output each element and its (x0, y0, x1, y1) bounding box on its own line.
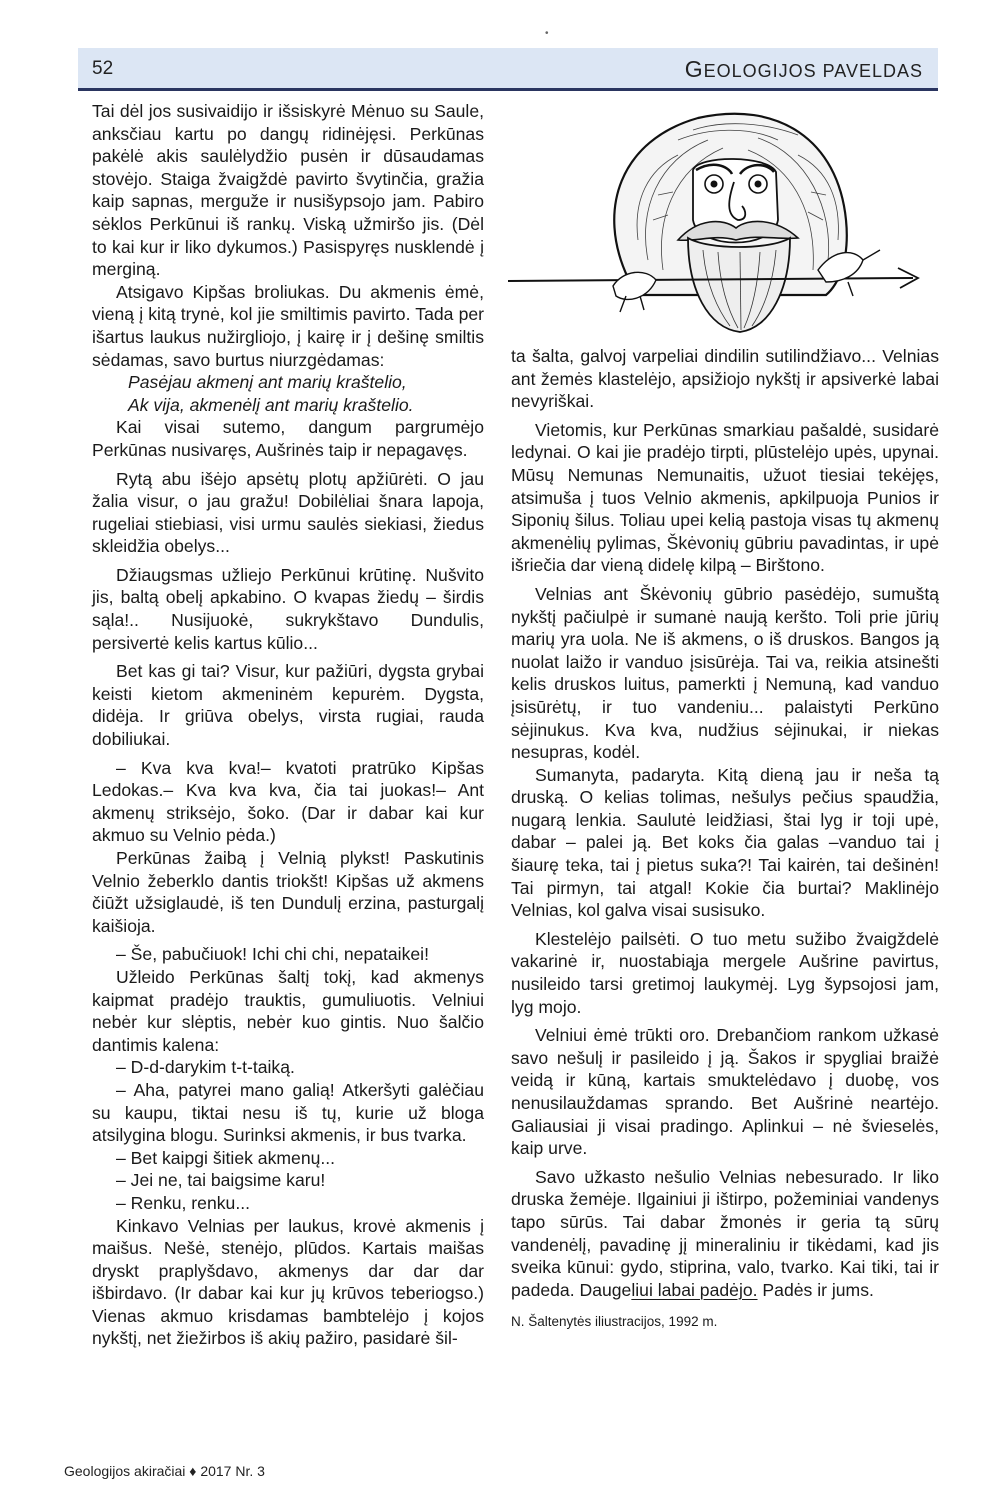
paragraph: Sumanyta, padaryta. Kitą dieną jau ir neša tą druską. O kelias tolimas, nešulys pečius spaudžia, nugarą lenkia. Saulutė leidžiasi, štai lyg ir toji upė, dabar – palei ją. Bet koks čia galas –vanduo tai į šiaurę teka, tai į pietus suka?! Tai kairėn, tai dešinėn! Tai pirmyn, tai atgal! Kokie čia burtai? Maklinėjo Velnias, kol galva visai susisuko. (511, 764, 939, 921)
section-title-initial: G (684, 56, 704, 82)
section-title (685, 56, 923, 83)
scan-mark: • (545, 28, 549, 39)
paragraph: – D-d-darykim t-t-taiką. (116, 1057, 295, 1078)
paragraph: Kinkavo Velnias per laukus, krovė akmenis į maišus. Nešė, stenėjo, plūdos. Kartais maišas dryskt praplyšdavo, akmenys dar dar dar išbirdavo. (Ir dabar kai kur jų krūvos teberiogso.) Vienas akmuo krisdamas bambtelėjo į kojos nykštį, net žiežirbos iš akių pažiro, pasidarė šil- (92, 1215, 484, 1349)
text-column-right (511, 345, 939, 1334)
section-title-rest: EOLOGIJOS PAVELDAS (703, 61, 923, 81)
paragraph: – Aha, patyrei mano galią! Atkeršyti galėčiau su kaupu, tiktai nesu iš tų, kurie už bloga atsilygina blogu. Surinksi akmenis, ir bus tvarka. (92, 1079, 484, 1146)
poem-line: Pasėjau akmenį ant marių kraštelio, (128, 372, 407, 393)
paragraph: Bet kas gi tai? Visur, kur pažiūri, dygsta grybai keisti kietom akmeninėm kepurėm. Dygsta, didėja. Ir griūva obelys, virsta rugiai, rauda dobiliukai. (92, 661, 484, 750)
paragraph: Velniui ėmė trūkti oro. Drebančiom rankom užkasė savo nešulį ir pasileido į ją. Šakos ir spygliai braižė veidą ir kūną, kartais smuktelėdavo į duobę, vos nenusilauždamas sprando. Bet Aušrinė neartėjo. Galiausiai ji visai pradingo. Aplinkui – nė švieselės, kaip urve. (511, 1025, 939, 1159)
paragraph-text: Savo užkasto nešulio Velnias nebesurado. Ir liko druska žemėje. Ilgainiui ji ištirpo, požeminiai vandenys tapo sūrūs. Tai dabar žmonės ir geria tą sūrų vandenėlį, pavadinę jį mineraliniu ir tikėdami, kad jis sveika kūnui: gydo, stiprina, valo, tvarko. Kai tiki, tai ir padeda. Dauge (511, 1166, 939, 1300)
paragraph: – Kva kva kva!– kvatoti pratrūko Kipšas Ledokas.– Kva kva kva, čia tai juokas!– Ant akmenų striksėjo, šoko. (Dar ir dabar kai kur akmuo su Velnio pėda.) (92, 757, 484, 846)
paragraph: Atsigavo Kipšas broliukas. Du akmenis ėmė, vieną į kitą trynė, kol jie smiltimis pavirto. Tada per išartus laukus nužirgliojo, į kairę ir į dešinę smiltis sėdamas, savo burtus niurzgėdamas: (92, 281, 484, 370)
paragraph: – Bet kaipgi šitiek akmenų... (116, 1147, 336, 1168)
paragraph: – Renku, renku... (116, 1192, 250, 1213)
paragraph: Rytą abu išėjo apsėtų plotų apžiūrėti. O jau žalia visur, o jau gražu! Dobilėliai šnara lapoja, rugeliai stiebiasi, visi urmu saulės siekiasi, žiedus skleidžia obelys... (92, 468, 484, 557)
illustration-credit: N. Šaltenytės iliustracijos, 1992 m. (511, 1314, 718, 1330)
paragraph (511, 1166, 939, 1302)
text-column-left (92, 100, 484, 1350)
paragraph: Džiaugsmas užliejo Perkūnui krūtinę. Nušvito jis, baltą obelį apkabino. O kvapas žiedų – širdis sąla!.. Nusijuokė, sukrykštavo Dundulis, persivertė kelis kartus kūlio... (92, 564, 484, 653)
paragraph-end: Padės ir jums. (757, 1279, 874, 1300)
paragraph: ta šalta, galvoj varpeliai dindilin sutilindžiavo... Velnias ant žemės klastelėjo, apsižiojo nykštį ir apsiverkė labai nevyriškai. (511, 346, 939, 412)
underlined-text: liui labai padėjo. (631, 1279, 758, 1300)
paragraph: Kai visai sutemo, dangum pargrumėjo Perkūnas nusivaręs, Aušrinės taip ir nepagavęs. (92, 417, 484, 460)
paragraph: Perkūnas žaibą į Velnią plykst! Paskutinis Velnio žeberklo dantis triokšt! Kipšas už akmens čiūžt užsiglaudė, iš ten Dundulį erzina, pasturgalį kaišioja. (92, 848, 484, 936)
paragraph: Užleido Perkūnas šaltį tokį, kad akmenys kaipmat pradėjo trauktis, gumuliuotis. Velniui nebėr kur slėptis, nebėr kuo gintis. Nuo šalčio dantimis kalena: (92, 966, 484, 1055)
paragraph: – Še, pabučiuok! Ichi chi chi, nepataikei! (116, 944, 429, 965)
paragraph: Tai dėl jos susivaidijo ir išsiskyrė Mėnuo su Saule, anksčiau kartu po dangų ridinėjęsi. Perkūnas pakėlė akis saulėlydžio pusėn ir dūsaudamas stovėjo. Staiga žvaigždė pavirto švytinčia, gražia kaip sapnas, merguže ir nusišypsojo jam. Pabiro sėklos Perkūnui iš rankų. Viską užmiršo jis. (Dėl to kai kur ir liko dykumos.) Pasispyręs nusklendė į merginą. (92, 101, 484, 280)
header-rule (78, 88, 938, 91)
paragraph: Velnias ant Škėvonių gūbrio pasėdėjo, sumuštą nykštį pačiulpė ir sumanė naują keršto. Toli prie jūrių marių yra uola. Ne iš akmens, o iš druskos. Bangos ją nuolat laižo ir vanduo įsisūrėja. Tai va, reikia atsinešti kelis druskos luitus, pamerkti į Nemuną, kad vanduo įsisūrėtų, ir tuo vandeniu... palaistyti Perkūno sėjinukus. Kva kva, nudžius sėjinukai, ir niekas nesupras, kodėl. (511, 583, 939, 763)
paragraph: Klestelėjo pailsėti. O tuo metu sužibo žvaigždelė vakarinė ir, nuostabiąja mergele Aušrine pavirtus, nusileido tarsi gretimoj laukymėj. Lyg šypsojosi jam, lyg mojo. (511, 928, 939, 1017)
page-number: 52 (92, 58, 114, 79)
footer-journal: Geologijos akiračiai ♦ 2017 Nr. 3 (64, 1463, 265, 1479)
paragraph: – Jei ne, tai baigsime karu! (116, 1170, 326, 1191)
poem-line: Ak vija, akmenėlį ant marių kraštelio. (128, 394, 414, 415)
paragraph: Vietomis, kur Perkūnas smarkiau pašaldė, susidarė ledynai. O kai jie pradėjo tirpti, plūstelėjo upės, upynai. Mūsų Nemunas Nemunaitis, užuot tiesiai tekėjęs, atsimuša į tuos Velnio akmenis, apkilpuoja Punios ir Siponių šilus. Toliau upei kelią pastoja visas tų akmenų akmenėlių pylimas, Škėvonių gūbriu pavadintas, ir upė išriečia dar vieną didelę kilpą – Birštono. (511, 419, 939, 576)
bearded-head-with-spear-illustration (508, 100, 928, 336)
